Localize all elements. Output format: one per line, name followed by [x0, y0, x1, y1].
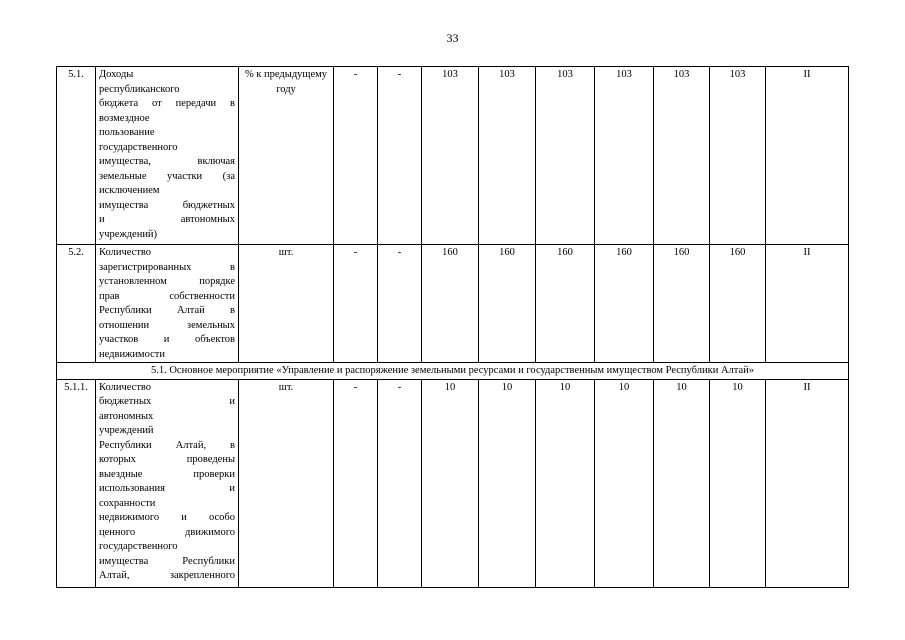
indicator-type: II: [766, 67, 849, 245]
name-line: учреждений): [99, 228, 158, 240]
value-cell: 10: [595, 379, 654, 587]
value-cell: 10: [654, 379, 710, 587]
name-line: имущества, включая: [99, 156, 235, 167]
name-line: Республики Алтай, в: [99, 439, 235, 451]
value-cell: 103: [595, 67, 654, 245]
page-number: 33: [446, 31, 459, 45]
section-title: 5.1. Основное мероприятие «Управление и распоряжение земельными ресурсами и государственным имуществом Республики Алтай»: [57, 363, 849, 380]
indicators-table: [56, 66, 849, 588]
name-line: Алтай, закрепленного: [99, 570, 235, 581]
indicator-type: II: [766, 245, 849, 363]
name-line: бюджета от передачи в: [99, 98, 235, 109]
value-cell: 10: [479, 379, 536, 587]
name-line: государственного: [99, 541, 178, 552]
row-number: 5.1.: [57, 67, 96, 245]
indicator-name: [96, 379, 239, 587]
name-line: земельные участки (за: [99, 170, 235, 182]
value-cell: 103: [536, 67, 595, 245]
indicator-type: II: [766, 379, 849, 587]
name-line: выездные проверки: [99, 468, 235, 480]
value-cell: -: [378, 67, 422, 245]
row-number: 5.2.: [57, 245, 96, 363]
name-line: сохранности: [99, 497, 156, 509]
name-line: Республики Алтай в: [99, 305, 235, 316]
table-row-5-2: [57, 245, 849, 363]
value-cell: 103: [654, 67, 710, 245]
name-line: пользование: [99, 127, 155, 138]
name-line: бюджетных и: [99, 396, 235, 407]
name-line: государственного: [99, 141, 178, 153]
name-line: прав собственности: [99, 290, 235, 302]
name-line: недвижимости: [99, 348, 165, 360]
name-line: возмездное: [99, 112, 150, 124]
name-line: ценного движимого: [99, 526, 235, 538]
name-line: установленном порядке: [99, 276, 235, 287]
value-cell: 160: [710, 245, 766, 363]
indicator-name: [96, 67, 239, 245]
name-line: участков и объектов: [99, 334, 235, 345]
table-row-5-1-1: [57, 379, 849, 587]
name-line: учреждений: [99, 425, 154, 436]
value-cell: 10: [422, 379, 479, 587]
unit-of-measure: шт.: [239, 245, 334, 363]
table-row-5-1: [57, 67, 849, 245]
value-cell: 103: [710, 67, 766, 245]
name-line: имущества бюджетных: [99, 199, 235, 211]
value-cell: 160: [654, 245, 710, 363]
name-line: недвижимого и особо: [99, 512, 235, 523]
name-line: Количество: [99, 381, 152, 393]
value-cell: 160: [536, 245, 595, 363]
unit-of-measure: % к предыдущему году: [239, 67, 334, 245]
name-line: использования и: [99, 483, 235, 494]
name-line: Доходы: [99, 69, 134, 80]
value-cell: 103: [479, 67, 536, 245]
name-line: автономных: [99, 410, 154, 422]
name-line: которых проведены: [99, 454, 235, 465]
value-cell: 103: [422, 67, 479, 245]
name-line: исключением: [99, 185, 160, 196]
row-number: 5.1.1.: [57, 379, 96, 587]
unit-of-measure: шт.: [239, 379, 334, 587]
name-line: зарегистрированных в: [99, 261, 235, 273]
name-line: Количество: [99, 247, 152, 258]
name-line: имущества Республики: [99, 555, 235, 567]
section-heading-row: [57, 363, 849, 380]
value-cell: -: [378, 245, 422, 363]
indicator-name: [96, 245, 239, 363]
value-cell: -: [334, 379, 378, 587]
value-cell: 160: [479, 245, 536, 363]
value-cell: -: [378, 379, 422, 587]
value-cell: -: [334, 245, 378, 363]
name-line: отношении земельных: [99, 319, 235, 331]
value-cell: 160: [595, 245, 654, 363]
value-cell: 10: [710, 379, 766, 587]
name-line: и автономных: [99, 214, 235, 225]
value-cell: 160: [422, 245, 479, 363]
name-line: республиканского: [99, 83, 180, 95]
value-cell: 10: [536, 379, 595, 587]
value-cell: -: [334, 67, 378, 245]
